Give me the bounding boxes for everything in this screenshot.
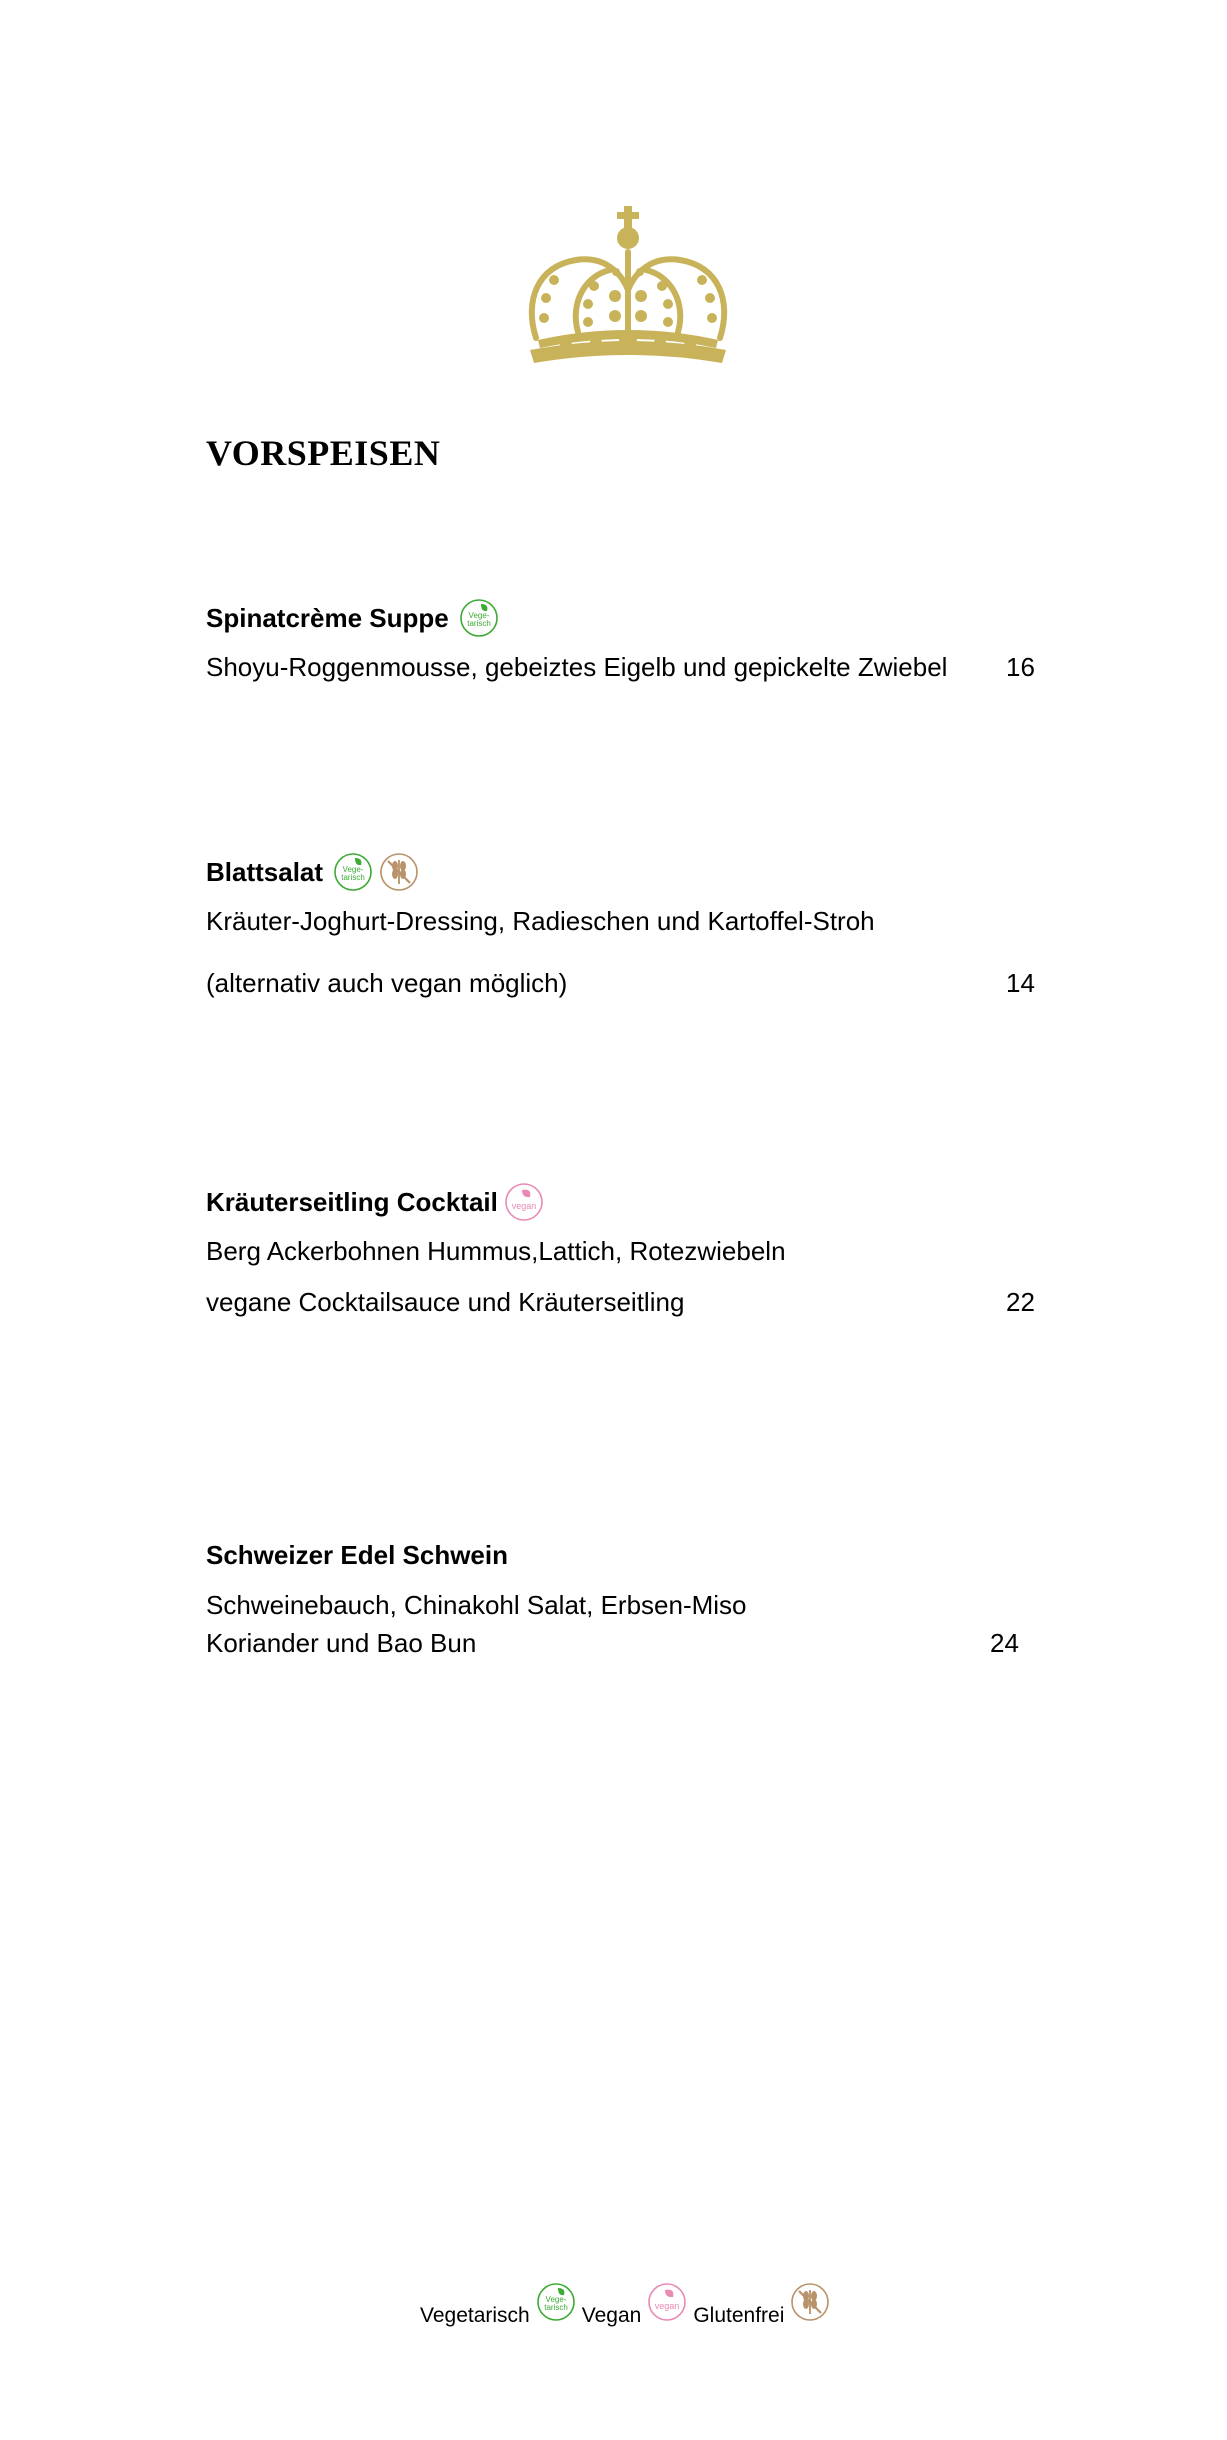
dish-header — [206, 850, 1036, 894]
dish-description-line: Koriander und Bao Bun — [206, 1628, 477, 1658]
vegetarian-icon — [459, 598, 499, 638]
dietary-legend — [420, 2282, 836, 2332]
legend-vegan-label: Vegan — [581, 2304, 642, 2327]
svg-text:tarisch: tarisch — [466, 619, 491, 628]
dish-description-line: Shoyu-Roggenmousse, gebeiztes Eigelb und gepickelte Zwiebel — [206, 652, 948, 682]
svg-text:vegan: vegan — [655, 2301, 680, 2311]
dish-description-line: vegane Cocktailsauce und Kräuterseitling — [206, 1287, 685, 1317]
vegan-icon — [647, 2282, 687, 2322]
section-title: VORSPEISEN — [206, 433, 441, 473]
menu-item-schweizer-edel-schwein — [206, 1533, 1036, 1658]
vegan-icon — [504, 1182, 544, 1222]
gluten-free-icon — [790, 2282, 830, 2322]
dish-header — [206, 1533, 1036, 1577]
gluten-free-icon — [379, 852, 419, 892]
vegetarian-icon — [536, 2282, 576, 2322]
menu-item-blattsalat — [206, 850, 1036, 998]
menu-item-spinatcreme-suppe — [206, 596, 1036, 682]
dish-description-line: (alternativ auch vegan möglich) — [206, 968, 568, 998]
dish-name: Spinatcrème Suppe — [206, 602, 449, 633]
svg-text:Vege-: Vege- — [468, 611, 490, 620]
svg-text:tarisch: tarisch — [341, 873, 365, 882]
legend-vegetarian-label: Vegetarisch — [420, 2304, 530, 2327]
legend-gluten-free-label: Glutenfrei — [693, 2304, 785, 2327]
svg-text:Vege-: Vege- — [342, 865, 364, 874]
svg-text:tarisch: tarisch — [543, 2303, 568, 2312]
dish-price: 24 — [990, 1628, 1019, 1658]
svg-text:Vege-: Vege- — [545, 2295, 567, 2304]
dish-header — [206, 1180, 1036, 1224]
dish-price: 16 — [1006, 652, 1035, 682]
dish-price: 22 — [1006, 1287, 1035, 1317]
dish-header — [206, 596, 1036, 640]
dish-description-line: Berg Ackerbohnen Hummus,Lattich, Rotezwiebeln — [206, 1236, 786, 1266]
dish-price: 14 — [1006, 968, 1035, 998]
menu-item-kraeuterseitling-cocktail — [206, 1180, 1036, 1317]
crown-logo-icon — [518, 200, 738, 365]
dish-name: Schweizer Edel Schwein — [206, 1539, 508, 1570]
dish-name: Kräuterseitling Cocktail — [206, 1186, 498, 1217]
svg-text:vegan: vegan — [511, 1201, 537, 1211]
dish-description-line: Kräuter-Joghurt-Dressing, Radieschen und Kartoffel-Stroh — [206, 906, 875, 936]
dish-description-line: Schweinebauch, Chinakohl Salat, Erbsen-Miso — [206, 1590, 747, 1620]
dish-name: Blattsalat — [206, 856, 324, 887]
vegetarian-icon — [333, 852, 373, 892]
